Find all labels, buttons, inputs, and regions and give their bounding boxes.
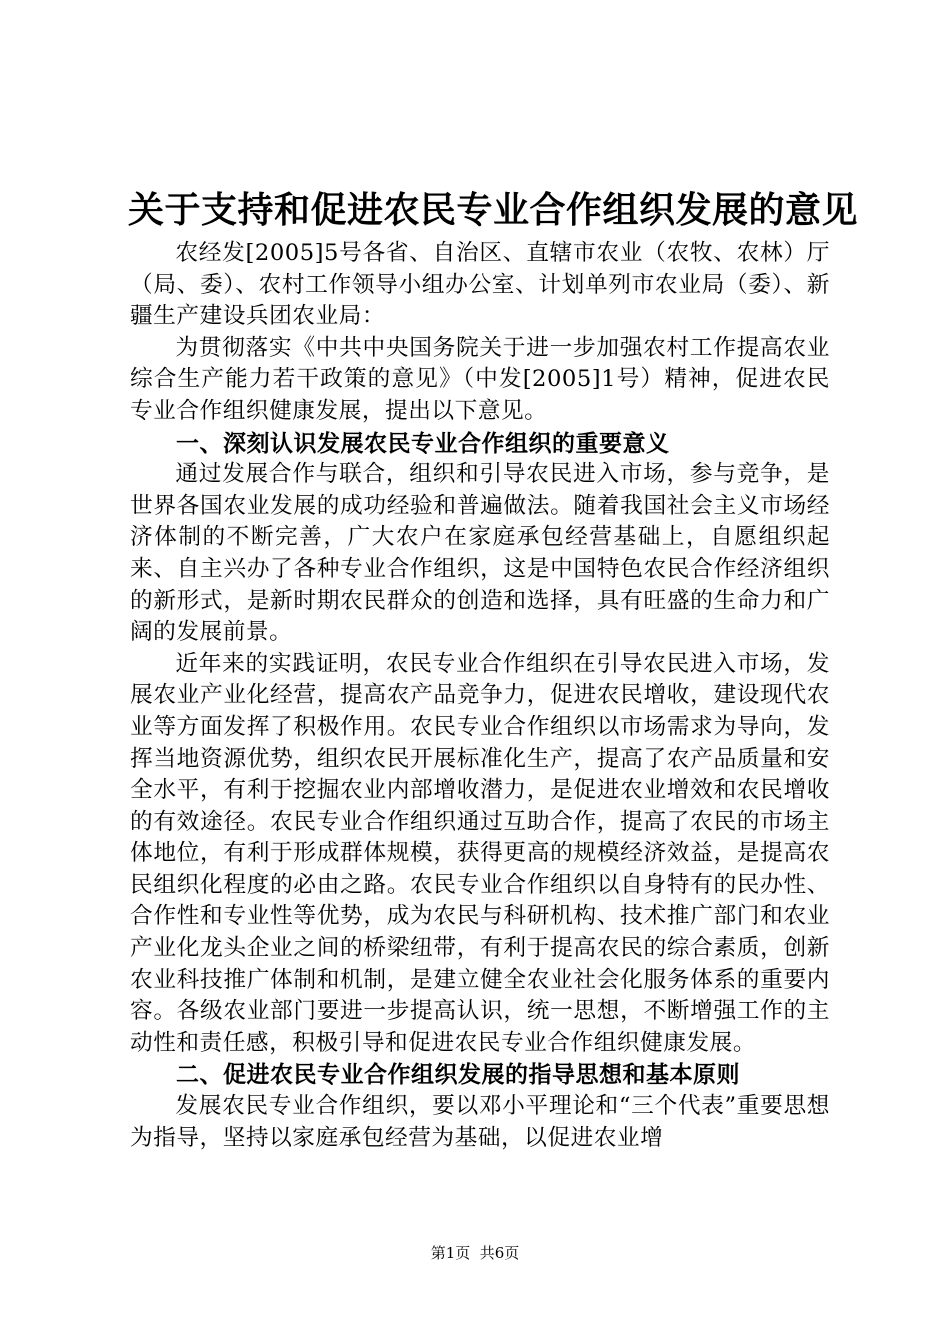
page-footer [0,1242,950,1264]
document-title: 关于支持和促进农民专业合作组织发展的意见 [128,189,859,231]
section-heading: 二、促进农民专业合作组织发展的指导思想和基本原则 [176,1061,740,1089]
paragraph: 发展农民专业合作组织，要以邓小平理论和“三个代表”重要思想为指导，坚持以家庭承包经营为基础，以促进农业增 [130,1093,830,1151]
paragraph: 通过发展合作与联合，组织和引导农民进入市场，参与竞争，是世界各国农业发展的成功经验和普遍做法。随着我国社会主义市场经济体制的不断完善，广大农户在家庭承包经营基础上，自愿组织起来、自主兴办了各种专业合作组织，这是中国特色农民合作经济组织的新形式，是新时期农民群众的创造和选择，具有旺盛的生命力和广阔的发展前景。 [130,461,830,646]
paragraph: 农经发[2005]5号各省、自治区、直辖市农业（农牧、农林）厅（局、委）、农村工作领导小组办公室、计划单列市农业局（委）、新疆生产建设兵团农业局： [130,240,830,330]
section-heading: 一、深刻认识发展农民专业合作组织的重要意义 [176,429,670,457]
paragraph: 为贯彻落实《中共中央国务院关于进一步加强农村工作提高农业综合生产能力若干政策的意见》（中发[2005]1号）精神，促进农民专业合作组织健康发展，提出以下意见。 [130,334,830,424]
paragraph: 近年来的实践证明，农民专业合作组织在引导农民进入市场，发展农业产业化经营，提高农产品竞争力，促进农民增收，建设现代农业等方面发挥了积极作用。农民专业合作组织以市场需求为导向，发挥当地资源优势，组织农民开展标准化生产，提高了农产品质量和安全水平，有利于挖掘农业内部增收潜力，是促进农业增效和农民增收的有效途径。农民专业合作组织通过互助合作，提高了农民的市场主体地位，有利于形成群体规模，获得更高的规模经济效益，是提高农民组织化程度的必由之路。农民专业合作组织以自身特有的民办性、合作性和专业性等优势，成为农民与科研机构、技术推广部门和农业产业化龙头企业之间的桥梁纽带，有利于提高农民的综合素质，创新农业科技推广体制和机制，是建立健全农业社会化服务体系的重要内容。各级农业部门要进一步提高认识，统一思想，不断增强工作的主动性和责任感，积极引导和促进农民专业合作组织健康发展。 [130,650,830,1056]
page-number-label: 第1页 共6页 [430,1244,520,1262]
document-body [130,238,830,1154]
